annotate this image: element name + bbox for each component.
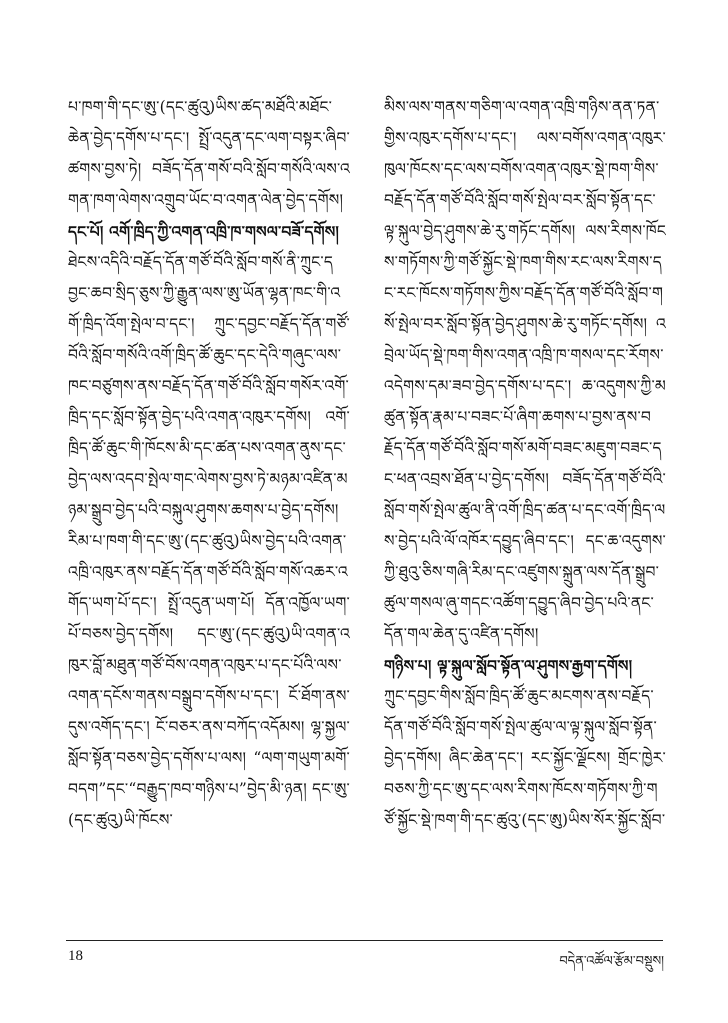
running-title: བདེན་འཚོལ་རྩོམ་བསྡུས། [559,954,664,969]
footer-divider [66,940,663,941]
left-column [68,92,350,932]
page-number: 18 [68,948,83,964]
left-paragraph-2: ཐེངས་འདིའི་བརྗོད་དོན་གཙོ་བོའི་སློབ་གསོ་ནི་ཀྲུང་དབྱང་ཆབ་སྲིད་ཅུས་ཀྱི་རྒྱུན་ལས་ཨུ་ཡོན་ལྷན་ཁང་གི་འགོ་ཁྲིད་འོག་སྤེལ་བ་དང་། ཀྲུང་དབྱང་བརྗོད་དོན་གཙོ་བོའི་སློབ་གསོའི་འགོ་ཁྲིད་ཚོ་ཆུང་དང་དེའི་གཞུང་ལས་ཁང་བཙུགས་ནས་བརྗོད་དོན་གཙོ་བོའི་སློབ་གསོར་འགོ་ཁྲིད་དང་སློབ་སྟོན་བྱེད་པའི་འགན་འཁུར་དགོས། འགོ་ཁྲིད་ཚོ་ཆུང་གི་ཁོངས་མི་དང་ཚན་པས་འགན་ནུས་དང་བྱེད་ལས་འདབ་སྤེལ་གང་ལེགས་བྱས་ཏེ་མཉམ་འཛིན་མཉམ་སྒྲུབ་བྱེད་པའི་བསྐུལ་ཤུགས་ཆགས་པ་བྱེད་དགོས། རིམ་པ་ཁག་གི་དང་ཨུ་(དང་ཚུའུ)ཡིས་བྱེད་པའི་འགན་འཁྲི་འཁུར་ནས་བརྗོད་དོན་གཙོ་བོའི་སློབ་གསོ་འཆར་འགོད་ཡག་པོ་དང་། སྤྲོ་འདུན་ཡག་པོ། དོན་འཁྱོལ་ཡག་པོ་བཅས་བྱེད་དགོས། དང་ཨུ་(དང་ཚུའུ)ཡི་འགན་འཁུར་བློ་མཐུན་གཙོ་བོས་འགན་འཁུར་པ་དང་པོའི་ལས་འགན་དངོས་གནས་བསྒྲུབ་དགོས་པ་དང་། ངོ་ཐོག་ནས་དུས་འགོད་དང་། ངོ་བཅར་ནས་བཀོད་འདོམས། ལྷ་སྐྱལ་སློབ་སྟོན་བཅས་བྱེད་དགོས་པ་ལས། “ལག་གཡུག་མགོ་བདག”དང་“བརྒྱུད་ཁབ་གཉིས་པ”བྱེད་མི་ཉན། དང་ཨུ་(དང་ཚུའུ)ཡི་ཁོངས་ [68,253,350,829]
section-heading-2: གཉིས་པ། ལྟ་སྐུལ་སློབ་སྟོན་ལ་ཤུགས་རྒྱག་དགོས། [384,656,633,675]
left-paragraph-1: པ་ཁག་གི་དང་ཨུ་(དང་ཚུའུ)ཡིས་ཚད་མཐོའི་མཐོང་ཆེན་བྱེད་དགོས་པ་དང་། སྤྲོ་འདུན་དང་ལག་བསྟར་ཞིབ་ཚགས་བྱས་ཏེ། བཟོད་དོན་གསོ་བའི་སློབ་གསོའི་ལས་འགན་ཁག་ལེགས་འགྲུབ་ཡོང་བ་འགན་ལེན་བྱེད་དགོས། [68,98,350,209]
right-paragraph-2: ཀྲུང་དབྱང་གིས་སློབ་ཁྲིད་ཚོ་ཆུང་མངགས་ནས་བརྗོད་དོན་གཙོ་བོའི་སློབ་གསོ་སྤེལ་ཚུལ་ལ་ལྟ་སྐུལ་སློབ་སྟོན་བྱེད་དགོས། ཞིང་ཆེན་དང་། རང་སྐྱོང་ལྗོངས། གྲོང་ཁྱེར་བཅས་ཀྱི་དང་ཨུ་དང་ལས་རིགས་ཁོངས་གཏོགས་ཀྱི་གཙོ་སྐྱོང་སྡེ་ཁག་གི་དང་ཚུའུ་(དང་ཨུ)ཡིས་སོར་སྐྱོང་སློབ་ [384,687,666,829]
right-paragraph-1: མིས་ལས་གནས་གཅིག་ལ་འགན་འཁྲི་གཉིས་ནན་ཏན་གྱིས་འཁུར་དགོས་པ་དང་། ལས་བགོས་འགན་འཁུར་ཁུལ་ཁོངས་དང་ལས་བགོས་འགན་འཁུར་སྡེ་ཁག་གིས་བརྗོད་དོན་གཙོ་བོའི་སློབ་གསོ་སྤེལ་བར་སློབ་སྟོན་དང་ལྟ་སྐུལ་བྱེད་ཤུགས་ཆེ་རུ་གཏོང་དགོས། ལས་རིགས་ཁོངས་གཏོགས་ཀྱི་གཙོ་སྐྱོང་སྡེ་ཁག་གིས་རང་ལས་རིགས་དང་རང་ཁོངས་གཏོགས་ཀྱིས་བརྗོད་དོན་གཙོ་བོའི་སློབ་གསོ་སྤེལ་བར་སློབ་སྟོན་བྱེད་ཤུགས་ཆེ་རུ་གཏོང་དགོས། འབྲེལ་ཡོད་སྡེ་ཁག་གིས་འགན་འཁྲི་ཁ་གསལ་དང་རོགས་འདེགས་དམ་ཟབ་བྱེད་དགོས་པ་དང་། ཆ་འདུགས་ཀྱི་མཚུན་སྟོན་རྣམ་པ་བཟང་པོ་ཞིག་ཆགས་པ་བྱས་ནས་བརྗོད་དོན་གཙོ་བོའི་སློབ་གསོ་མགོ་བཟང་མཇུག་བཟང་དང་ཕན་འབྲས་ཐོན་པ་བྱེད་དགོས། བཟོད་དོན་གཙོ་བོའི་སློབ་གསོ་སྤེལ་ཚུལ་ནི་འགོ་ཁྲིད་ཚན་པ་དང་འགོ་ཁྲིད་ལས་བྱེད་པའི་ལོ་འཁོར་དབྱུད་ཞིབ་དང་། དང་ཆ་འདུགས་ཀྱི་ཐུའུ་ཅིས་གཞི་རིམ་དང་འཛུགས་སྐྲུན་ལས་དོན་སྒྲུབ་ཚུལ་གསལ་ཞུ་གདང་འཚོག་དབྱུད་ཞིབ་བྱེད་པའི་ནང་དོན་གལ་ཆེན་དུ་འཛིན་དགོས། [384,98,666,643]
section-heading-1: དང་པོ། འགོ་ཁྲིད་ཀྱི་འགན་འཁྲི་ཁ་གསལ་བཟོ་དགོས། [68,222,340,241]
right-column [384,92,666,932]
